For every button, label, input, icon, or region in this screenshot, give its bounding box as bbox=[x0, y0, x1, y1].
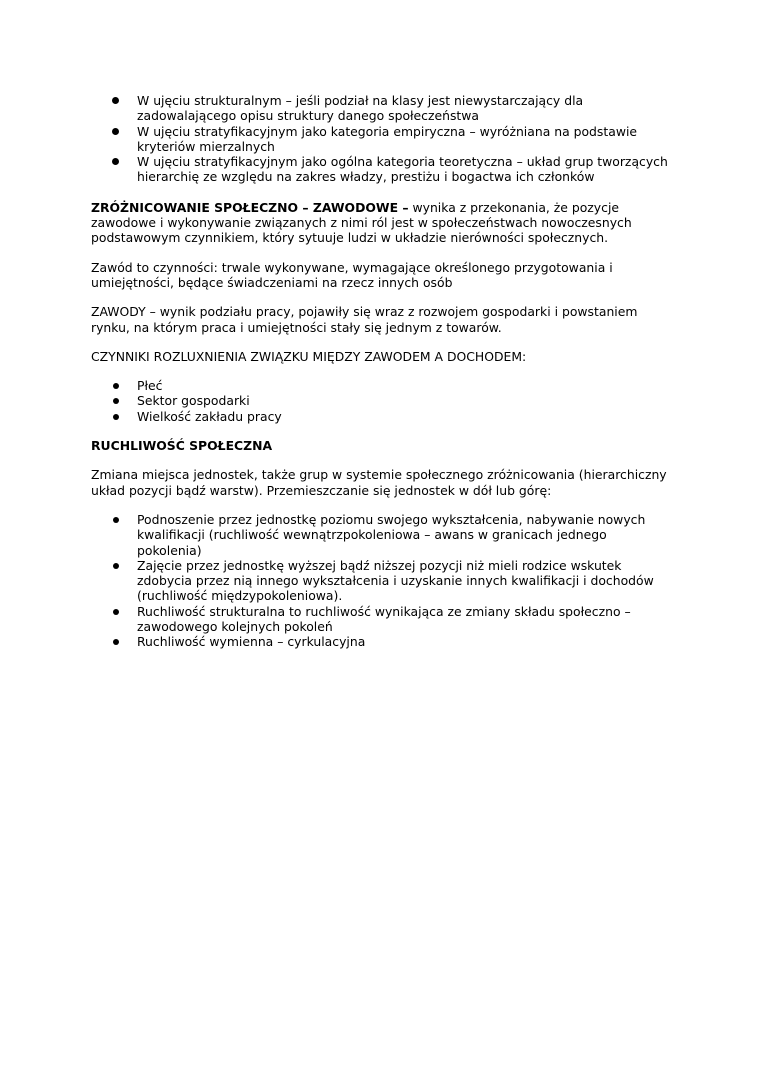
list-item: Podnoszenie przez jednostkę poziomu swojego wykształcenia, nabywanie nowych kwalifikacji (ruchliwość wewnątrzpokoleniowa – awans w granicach jednego pokolenia) bbox=[91, 512, 671, 558]
list-item: Sektor gospodarki bbox=[91, 393, 671, 408]
heading-zroznicowanie: ZRÓŻNICOWANIE SPOŁECZNO – ZAWODOWE – bbox=[91, 199, 409, 215]
list-strukturalne-ujecia bbox=[91, 93, 671, 185]
list-item: Wielkość zakładu pracy bbox=[91, 409, 671, 424]
list-item: Płeć bbox=[91, 378, 671, 393]
list-item: W ujęciu strukturalnym – jeśli podział na klasy jest niewystarczający dla zadowalającego opisu struktury danego społeczeństwa bbox=[91, 93, 671, 124]
document-content bbox=[91, 93, 671, 650]
heading-ruchliwosc bbox=[91, 438, 671, 453]
list-item: Ruchliwość strukturalna to ruchliwość wynikająca ze zmiany składu społeczno – zawodowego kolejnych pokoleń bbox=[91, 604, 671, 635]
list-item: Ruchliwość wymienna – cyrkulacyjna bbox=[91, 634, 671, 649]
list-item: W ujęciu stratyfikacyjnym jako kategoria empiryczna – wyróżniana na podstawie kryteriów mierzalnych bbox=[91, 124, 671, 155]
zroznicowanie-text: wynika z przekonania, że pozycje zawodowe i wykonywanie związanych z nimi ról jest w społeczeństwach nowoczesnych podstawowym czynnikiem, który sytuuje ludzi w układzie nierówności społecznych. bbox=[91, 199, 632, 246]
paragraph-zawod-definition: Zawód to czynności: trwale wykonywane, wymagające określonego przygotowania i umiejętności, będące świadczeniami na rzecz innych osób bbox=[91, 259, 613, 290]
list-item: Zajęcie przez jednostkę wyższej bądź niższej pozycji niż mieli rodzice wskutek zdobycia przez nią innego wykształcenia i uzyskanie innych kwalifikacji i dochodów (ruchliwość międzypokoleniowa). bbox=[91, 558, 671, 604]
paragraph-zroznicowanie bbox=[91, 200, 671, 246]
heading-ruchliwosc-text: RUCHLIWOŚĆ SPOŁECZNA bbox=[91, 438, 273, 454]
paragraph-ruchliwosc-definition: Zmiana miejsca jednostek, także grup w systemie społecznego zróżnicowania (hierarchiczny układ pozycji bądź warstw). Przemieszczanie się jednostek w dół lub górę: bbox=[91, 467, 667, 498]
heading-czynniki: CZYNNIKI ROZLUXNIENIA ZWIĄZKU MIĘDZY ZAWODEM A DOCHODEM: bbox=[91, 348, 527, 364]
list-czynniki bbox=[91, 378, 671, 424]
paragraph-zawody-definition: ZAWODY – wynik podziału pracy, pojawiły się wraz z rozwojem gospodarki i powstaniem rynku, na którym praca i umiejętności stały się jednym z towarów. bbox=[91, 304, 638, 335]
list-item: W ujęciu stratyfikacyjnym jako ogólna kategoria teoretyczna – układ grup tworzących hierarchię ze względu na zakres władzy, prestiżu i bogactwa ich członków bbox=[91, 154, 671, 185]
list-ruchliwosc bbox=[91, 512, 671, 650]
